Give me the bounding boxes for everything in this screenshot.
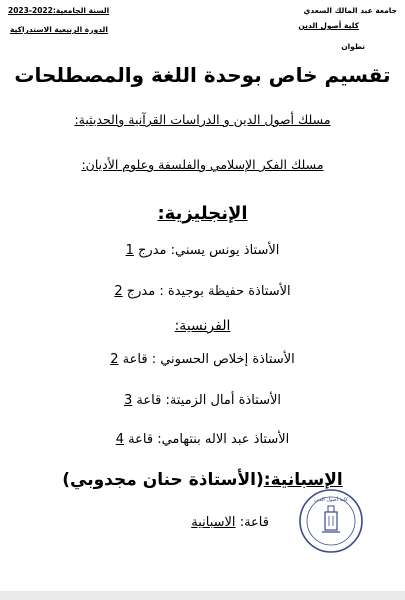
scan-edge xyxy=(0,591,405,600)
document-title: تقسيم خاص بوحدة اللغة والمصطلحات xyxy=(14,63,391,87)
room-label: قاعة xyxy=(128,432,154,447)
teacher-name: الأستاذ يونس يسني: xyxy=(170,243,280,258)
room-label: قاعة xyxy=(122,352,148,367)
room-label: مدرج xyxy=(138,243,167,258)
teacher-name: الأستاذة إخلاص الحسوني : xyxy=(151,352,295,367)
city-name: تطوان xyxy=(341,42,365,51)
spanish-teacher: (الأستاذة حنان مجدوبي) xyxy=(62,470,264,490)
english-heading: الإنجليزية: xyxy=(157,203,248,224)
spanish-row xyxy=(0,470,405,490)
english-row-2 xyxy=(0,284,405,299)
english-row-1 xyxy=(0,243,405,258)
track-2: مسلك الفكر الإسلامي والفلسفة وعلوم الأديان: xyxy=(81,157,324,172)
french-heading: الفرنسية: xyxy=(174,318,231,334)
french-row-3 xyxy=(0,432,405,447)
track-1: مسلك أصول الدين و الدراسات القرآنية والحديثية: xyxy=(74,112,331,127)
faculty-name: كلية أصول الدين xyxy=(298,21,359,30)
room-number: 2 xyxy=(114,284,123,299)
seal-label: كلية أصول الدين xyxy=(314,497,348,503)
exam-session: الدورة الربيعية الاستدراكية xyxy=(10,25,108,34)
room-number: 4 xyxy=(115,432,125,447)
teacher-name: الأستاذ عبد الاله بنتهامي: xyxy=(157,432,290,447)
teacher-name: الأستاذة أمال الزميتة: xyxy=(165,393,282,408)
room-label: مدرج xyxy=(126,284,156,299)
room-number: 1 xyxy=(125,243,134,258)
spanish-heading: الإسبانية: xyxy=(263,470,343,490)
room-label: قاعة: xyxy=(239,515,269,530)
french-row-2 xyxy=(0,393,405,408)
teacher-name: الأستاذة حفيظة بوجيدة : xyxy=(159,284,291,299)
french-row-1 xyxy=(0,352,405,367)
room-number: 2 xyxy=(110,352,119,367)
academic-year: السنة الجامعية:2022-2023 xyxy=(8,6,110,15)
university-name: جامعة عبد المالك السعدي xyxy=(303,6,397,15)
spanish-room xyxy=(191,515,269,530)
official-seal-stamp xyxy=(298,488,364,554)
room-label: قاعة xyxy=(136,393,162,408)
room-number: 3 xyxy=(123,393,133,408)
room-name: الاسبانية xyxy=(191,515,236,530)
